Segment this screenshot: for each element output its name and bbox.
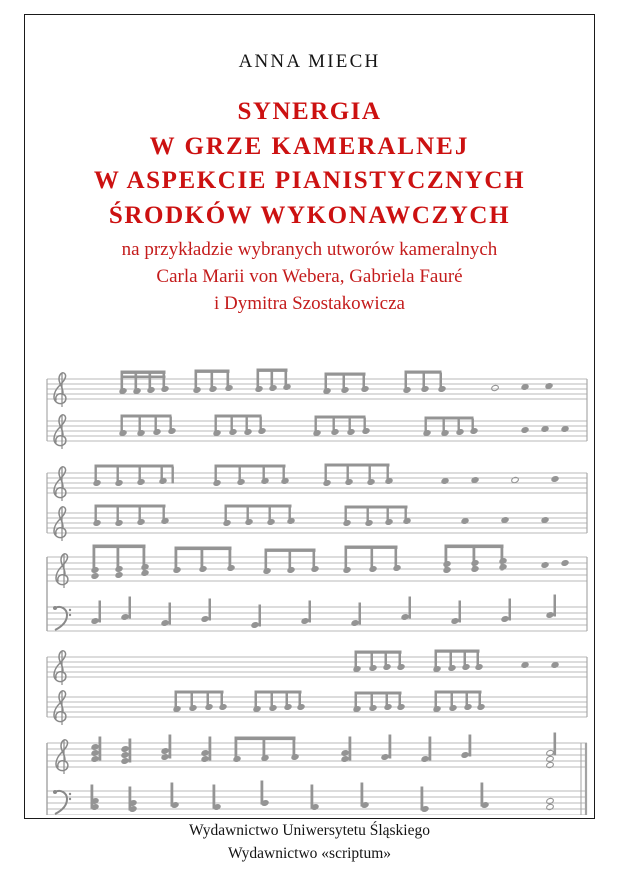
subtitle-block bbox=[25, 237, 594, 318]
music-score-svg bbox=[25, 345, 594, 815]
imprint-line-2: Wydawnictwo «scriptum» bbox=[227, 844, 392, 862]
imprint-line-1: Wydawnictwo Uniwersytetu Śląskiego bbox=[189, 822, 430, 840]
title-line-3: W ASPEKCIE PIANISTYCZNYCH bbox=[93, 167, 526, 194]
title-block bbox=[25, 95, 594, 233]
author-name: ANNA MIECH bbox=[238, 51, 381, 72]
title-line-1: SYNERGIA bbox=[237, 98, 382, 125]
music-score-illustration bbox=[25, 345, 594, 815]
title-line-2: W GRZE KAMERALNEJ bbox=[149, 132, 470, 160]
subtitle-line-2: Carla Marii von Webera, Gabriela Fauré bbox=[156, 265, 463, 287]
subtitle-line-3: i Dymitra Szostakowicza bbox=[213, 292, 405, 314]
title-line-4: ŚRODKÓW WYKONAWCZYCH bbox=[108, 201, 511, 229]
subtitle-line-1: na przykładzie wybranych utworów kameralnych bbox=[121, 239, 498, 260]
publisher-imprint bbox=[0, 820, 619, 865]
cover-frame bbox=[24, 14, 595, 819]
